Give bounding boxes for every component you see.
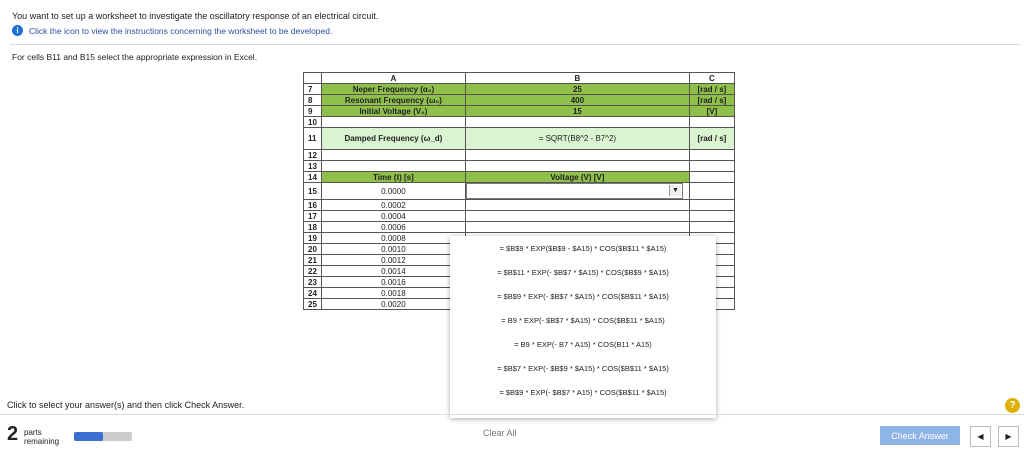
time-cell: 0.0016: [321, 277, 465, 288]
instructions-hint[interactable]: [12, 25, 332, 36]
label-resonant: Resonant Frequency (ω₀): [321, 95, 465, 106]
row-number: 20: [304, 244, 322, 255]
b15-cell[interactable]: [465, 183, 689, 200]
cell: [321, 161, 465, 172]
row-number: 24: [304, 288, 322, 299]
hint-text[interactable]: Click the icon to view the instructions concerning the worksheet to be developed.: [29, 25, 333, 36]
menu-option[interactable]: = B9 * EXP(- B7 * A15) * COS(B11 * A15): [514, 339, 652, 349]
menu-option[interactable]: = B9 * EXP(- $B$7 * $A15) * COS($B$11 * $A15): [501, 315, 665, 325]
row-number: 25: [304, 299, 322, 310]
cell: [465, 200, 689, 211]
time-cell: 0.0014: [321, 266, 465, 277]
cell: [689, 172, 734, 183]
row-number: 21: [304, 255, 322, 266]
formula-b11[interactable]: = SQRT(B8^2 - B7^2): [465, 128, 689, 150]
cell: [689, 183, 734, 200]
row-number: 10: [304, 117, 322, 128]
cell: [689, 161, 734, 172]
parts-remaining-label: [24, 428, 59, 446]
cell: [689, 150, 734, 161]
cell: [689, 117, 734, 128]
question-prompt: You want to set up a worksheet to investigate the oscillatory response of an electrical circuit.: [12, 11, 379, 21]
parts-label: parts: [24, 428, 42, 437]
row-number: 19: [304, 233, 322, 244]
help-icon[interactable]: ?: [1005, 398, 1020, 413]
value-resonant: 400: [465, 95, 689, 106]
answer-instruction: Click to select your answer(s) and then click Check Answer.: [7, 400, 245, 410]
time-cell: 0.0018: [321, 288, 465, 299]
divider: [10, 44, 1020, 45]
row-number: 22: [304, 266, 322, 277]
row-number: 9: [304, 106, 322, 117]
cell: [689, 222, 734, 233]
label-neper: Neper Frequency (α₀): [321, 84, 465, 95]
menu-option[interactable]: = $B$9 * EXP(- $B$7 * $A15) * COS($B$11 * $A15): [497, 291, 669, 301]
remaining-label: remaining: [24, 437, 60, 446]
time-cell: 0.0010: [321, 244, 465, 255]
cell: [465, 117, 689, 128]
cell: [465, 161, 689, 172]
parts-count: 2: [7, 423, 19, 445]
row-number: 17: [304, 211, 322, 222]
time-cell: 0.0002: [321, 200, 465, 211]
label-voltage: Initial Voltage (V₀): [321, 106, 465, 117]
row-number: 23: [304, 277, 322, 288]
unit-resonant: [rad / s]: [689, 95, 734, 106]
row-number: 8: [304, 95, 322, 106]
row-number: 18: [304, 222, 322, 233]
row-number: 12: [304, 150, 322, 161]
row-number: 14: [304, 172, 322, 183]
row-number: 15: [304, 183, 322, 200]
time-cell: 0.0004: [321, 211, 465, 222]
divider: [0, 414, 1024, 415]
next-arrow-icon[interactable]: ▶: [998, 426, 1019, 447]
row-number: 11: [304, 128, 322, 150]
time-cell: 0.0000: [321, 183, 465, 200]
cell-instruction: For cells B11 and B15 select the appropriate expression in Excel.: [12, 52, 258, 62]
time-cell: 0.0006: [321, 222, 465, 233]
formula-options-menu[interactable]: [450, 236, 716, 418]
clear-all-button[interactable]: Clear All: [483, 428, 517, 438]
unit-neper: [rad / s]: [689, 84, 734, 95]
previous-arrow-icon[interactable]: ◀: [970, 426, 991, 447]
cell: [689, 200, 734, 211]
time-cell: 0.0008: [321, 233, 465, 244]
menu-option[interactable]: = $B$9 * EXP(- $B$7 * A15) * COS($B$11 * $A15): [499, 387, 667, 397]
unit-voltage: [V]: [689, 106, 734, 117]
b15-dropdown[interactable]: [466, 183, 683, 199]
time-cell: 0.0012: [321, 255, 465, 266]
menu-option[interactable]: = $B$7 * EXP(- $B$9 * $A15) * COS($B$11 * $A15): [497, 363, 669, 373]
cell: [321, 150, 465, 161]
cell: [465, 150, 689, 161]
unit-damped: [rad / s]: [689, 128, 734, 150]
menu-option[interactable]: = $B$11 * EXP(- $B$7 * $A15) * COS($B$9 * $A15): [497, 267, 669, 277]
info-icon[interactable]: i: [12, 25, 23, 36]
label-damped: Damped Frequency (ω_d): [321, 128, 465, 150]
column-header-c: C: [689, 73, 734, 84]
cell: [321, 117, 465, 128]
check-answer-button[interactable]: Check Answer: [880, 426, 960, 445]
corner-cell: [304, 73, 322, 84]
cell: [689, 211, 734, 222]
voltage-header: Voltage (V) [V]: [465, 172, 689, 183]
progress-fill: [74, 432, 103, 441]
value-voltage: 15: [465, 106, 689, 117]
column-header-b: B: [465, 73, 689, 84]
value-neper: 25: [465, 84, 689, 95]
column-header-a: A: [321, 73, 465, 84]
progress-bar: [74, 432, 132, 441]
row-number: 16: [304, 200, 322, 211]
row-number: 13: [304, 161, 322, 172]
chevron-down-icon[interactable]: ▼: [669, 185, 681, 196]
cell: [465, 222, 689, 233]
row-number: 7: [304, 84, 322, 95]
time-header: Time (t) [s]: [321, 172, 465, 183]
time-cell: 0.0020: [321, 299, 465, 310]
menu-option[interactable]: = $B$9 * EXP($B$9 - $A15) * COS($B$11 * $A15): [499, 243, 667, 253]
cell: [465, 211, 689, 222]
